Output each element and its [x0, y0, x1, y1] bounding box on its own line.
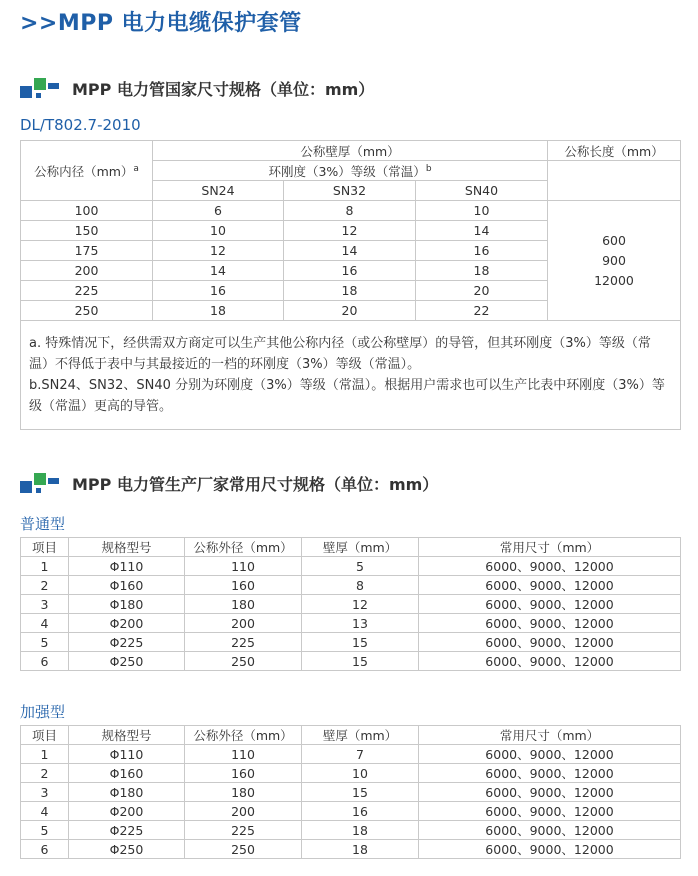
cell: 6000、9000、12000: [419, 595, 681, 614]
blocks-logo-icon: [20, 77, 64, 99]
cell: 18: [302, 821, 419, 840]
cell: 225: [185, 633, 302, 652]
cell: 1: [21, 745, 69, 764]
cell: 3: [21, 595, 69, 614]
section-national-header: [20, 77, 374, 99]
section-manufacturer-title: MPP 电力管生产厂家常用尺寸规格（单位：mm）: [72, 474, 439, 494]
cell: 100: [21, 201, 153, 221]
normal-type-label: 普通型: [20, 515, 66, 533]
cell: 6000、9000、12000: [419, 840, 681, 859]
note-b: b.SN24、SN32、SN40 分别为环刚度（3%）等级（常温）。根据用户需求也可以生产比表中环刚度（3%）等级（常温）更高的导管。: [29, 378, 665, 414]
cell: 180: [185, 595, 302, 614]
cell: 18: [302, 840, 419, 859]
cell: 110: [185, 557, 302, 576]
table-header-row: [21, 726, 681, 745]
cell: 250: [185, 652, 302, 671]
table-row: [21, 595, 681, 614]
cell: Φ160: [69, 576, 185, 595]
page-title: >>MPP 电力电缆保护套管: [20, 11, 302, 36]
cell: Φ250: [69, 652, 185, 671]
reinforced-type-label: 加强型: [20, 703, 66, 721]
header-outer-diameter: 公称外径（mm）: [185, 726, 302, 745]
cell: 6000、9000、12000: [419, 802, 681, 821]
section-manufacturer-header: [20, 472, 438, 494]
cell: Φ200: [69, 614, 185, 633]
length-600: 600: [602, 232, 626, 248]
cell: 18: [284, 281, 416, 301]
header-model: 规格型号: [69, 726, 185, 745]
cell: Φ200: [69, 802, 185, 821]
reinforced-type-table: [20, 725, 681, 859]
cell: 6: [21, 652, 69, 671]
section-national-title: MPP 电力管国家尺寸规格（单位：mm）: [72, 79, 375, 99]
cell: 6000、9000、12000: [419, 614, 681, 633]
cell: 14: [284, 241, 416, 261]
cell: 16: [153, 281, 284, 301]
table-row: [21, 652, 681, 671]
cell: 20: [416, 281, 548, 301]
standard-code: DL/T802.7-2010: [20, 116, 141, 134]
cell: 2: [21, 576, 69, 595]
cell: Φ110: [69, 557, 185, 576]
note-a: a. 特殊情况下，经供需双方商定可以生产其他公称内径（或公称壁厚）的导管，但其环刚度（3%）等级（常温）不得低于表中与其最接近的一档的环刚度（3%）等级（常温）。: [29, 336, 651, 372]
table-row: [21, 557, 681, 576]
cell: 6000、9000、12000: [419, 821, 681, 840]
header-stiffness: 环刚度（3%）等级（常温）$^b$: [153, 161, 548, 181]
header-inner-diameter: 公称内径（mm）$^a$: [21, 141, 153, 201]
cell: 200: [185, 802, 302, 821]
cell: 18: [416, 261, 548, 281]
cell: 14: [153, 261, 284, 281]
cell: Φ250: [69, 840, 185, 859]
cell: 225: [185, 821, 302, 840]
cell: 15: [302, 783, 419, 802]
cell: 10: [416, 201, 548, 221]
table-row: [21, 840, 681, 859]
header-length-blank: [548, 161, 681, 201]
table-row: [21, 821, 681, 840]
header-wall-thickness: 公称壁厚（mm）: [153, 141, 548, 161]
table-header-row: [21, 538, 681, 557]
grade-sn40: SN40: [416, 181, 548, 201]
header-length: 公称长度（mm）: [548, 141, 681, 161]
cell: 16: [302, 802, 419, 821]
table-row: [21, 802, 681, 821]
cell: 3: [21, 783, 69, 802]
table-row: [21, 201, 681, 221]
cell: 6: [153, 201, 284, 221]
cell: 6000、9000、12000: [419, 576, 681, 595]
cell: 5: [21, 821, 69, 840]
table-notes: [21, 321, 681, 430]
cell: 250: [185, 840, 302, 859]
cell: 16: [416, 241, 548, 261]
cell: 6000、9000、12000: [419, 633, 681, 652]
header-model: 规格型号: [69, 538, 185, 557]
grade-sn32: SN32: [284, 181, 416, 201]
header-wall: 壁厚（mm）: [302, 538, 419, 557]
table-row: [21, 576, 681, 595]
cell: Φ225: [69, 633, 185, 652]
cell: 4: [21, 802, 69, 821]
length-900: 900: [602, 252, 626, 268]
cell: 180: [185, 783, 302, 802]
table-row: [21, 745, 681, 764]
cell: 8: [302, 576, 419, 595]
cell: 13: [302, 614, 419, 633]
cell: 4: [21, 614, 69, 633]
cell: 8: [284, 201, 416, 221]
table-row: [21, 783, 681, 802]
cell: 12: [284, 221, 416, 241]
cell: 2: [21, 764, 69, 783]
cell: 160: [185, 764, 302, 783]
cell: 6000、9000、12000: [419, 652, 681, 671]
cell: 110: [185, 745, 302, 764]
national-spec-table: [20, 140, 681, 430]
cell: Φ180: [69, 595, 185, 614]
cell: Φ225: [69, 821, 185, 840]
normal-type-table: [20, 537, 681, 671]
cell: 250: [21, 301, 153, 321]
cell: 20: [284, 301, 416, 321]
cell: 225: [21, 281, 153, 301]
cell: 150: [21, 221, 153, 241]
header-outer-diameter: 公称外径（mm）: [185, 538, 302, 557]
length-12000: 12000: [594, 272, 634, 288]
header-item: 项目: [21, 538, 69, 557]
header-common-size: 常用尺寸（mm）: [419, 538, 681, 557]
cell: Φ110: [69, 745, 185, 764]
table-row: [21, 633, 681, 652]
cell: 6000、9000、12000: [419, 745, 681, 764]
cell: 6000、9000、12000: [419, 783, 681, 802]
grade-sn24: SN24: [153, 181, 284, 201]
cell: 175: [21, 241, 153, 261]
header-wall: 壁厚（mm）: [302, 726, 419, 745]
cell: 12: [153, 241, 284, 261]
cell: Φ160: [69, 764, 185, 783]
cell: 12: [302, 595, 419, 614]
length-values: [548, 201, 681, 321]
cell: 5: [21, 633, 69, 652]
blocks-logo-icon: [20, 472, 64, 494]
cell: Φ180: [69, 783, 185, 802]
header-common-size: 常用尺寸（mm）: [419, 726, 681, 745]
cell: 6000、9000、12000: [419, 557, 681, 576]
cell: 15: [302, 633, 419, 652]
cell: 200: [185, 614, 302, 633]
cell: 1: [21, 557, 69, 576]
cell: 160: [185, 576, 302, 595]
table-row: [21, 764, 681, 783]
cell: 6: [21, 840, 69, 859]
header-item: 项目: [21, 726, 69, 745]
cell: 200: [21, 261, 153, 281]
cell: 14: [416, 221, 548, 241]
cell: 6000、9000、12000: [419, 764, 681, 783]
cell: 10: [302, 764, 419, 783]
cell: 18: [153, 301, 284, 321]
cell: 22: [416, 301, 548, 321]
cell: 5: [302, 557, 419, 576]
cell: 7: [302, 745, 419, 764]
cell: 16: [284, 261, 416, 281]
cell: 10: [153, 221, 284, 241]
cell: 15: [302, 652, 419, 671]
table-row: [21, 614, 681, 633]
